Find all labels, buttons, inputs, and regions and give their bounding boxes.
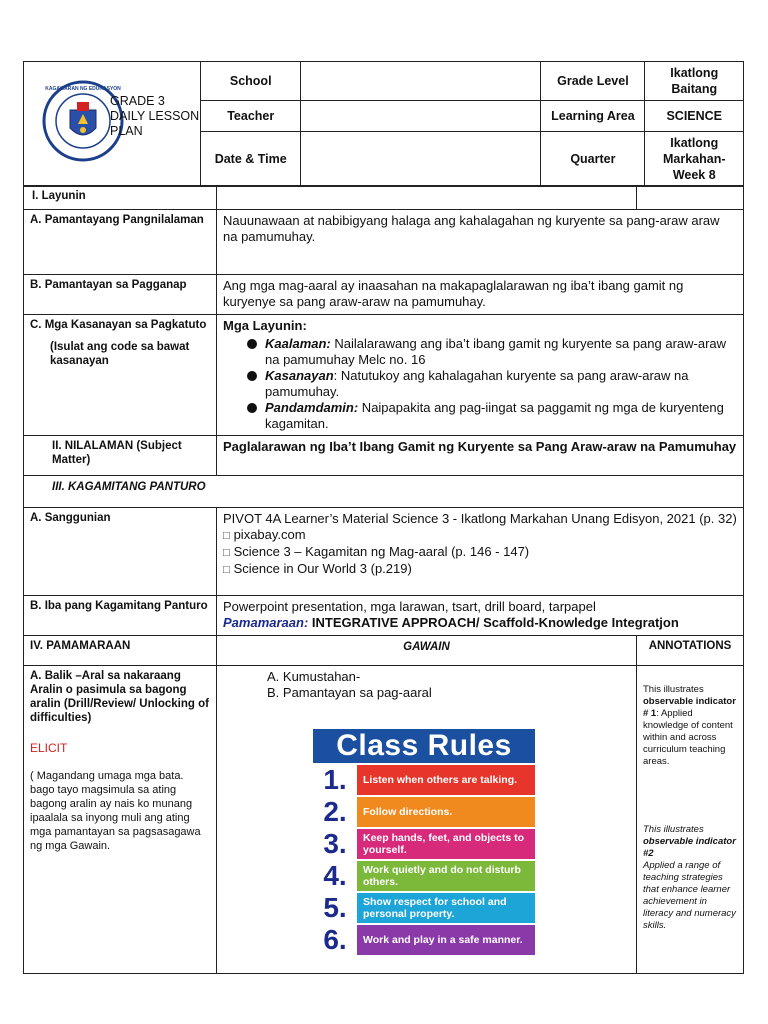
objective-pandamdamin: Pandamdamin: Naipapakita ang pag-iingat sa paggamit ng mga de kuryenteng kagamitan. <box>223 400 737 432</box>
pamantayan-pagganap-label: B. Pamantayan sa Pagganap <box>24 275 217 315</box>
class-rule-number: 3. <box>313 829 357 859</box>
pamamaraan-heading: IV. PAMAMARAAN <box>24 636 217 666</box>
nilalaman-label: II. NILALAMAN (Subject Matter) <box>24 436 217 476</box>
greeting-text: ( Magandang umaga mga bata. bago tayo magsimula sa ating bagong aralin ay nais ko munang ipaalala sa inyong muli ang ating mga pamantayan sa pagsasagawa ng mga Gawain. <box>30 770 201 852</box>
balik-aral-label: A. Balik –Aral sa nakaraang Aralin o pasimula sa bagong aralin (Drill/Review/ Unlocking of difficulties) <box>30 670 209 724</box>
bullet-icon <box>247 371 257 381</box>
pamantayang-pangnilalaman-text: Nauunawaan at nabibigyang halaga ang kahalagahan ng kuryente sa pang-araw araw na pamumuhay. <box>217 210 744 275</box>
logo-cell <box>24 62 201 187</box>
annotations-cell: This illustrates observable indicator # 1: Applied knowledge of content within and across curriculum teaching areas. This illustrates observable indicator #2 Applied a range of teaching strategies that enhance learner achievement in literacy and numeracy skills. <box>637 666 744 974</box>
class-rule-number: 4. <box>313 861 357 891</box>
teacher-label: Teacher <box>201 101 301 132</box>
class-rule-row <box>313 763 535 795</box>
date-time-field[interactable] <box>301 132 541 187</box>
learning-area-label: Learning Area <box>541 101 645 132</box>
class-rule-row <box>313 795 535 827</box>
class-rule-text: Work quietly and do not disturb others. <box>357 861 535 891</box>
bullet-icon <box>247 339 257 349</box>
class-rule-number: 2. <box>313 797 357 827</box>
gawain-pamantayan: B. Pamantayan sa pag-aaral <box>267 685 432 700</box>
iba-pang-kagamitan-text: Powerpoint presentation, mga larawan, tsart, drill board, tarpapel Pamamaraan: INTEGRATIVE APPROACH/ Scaffold-Knowledge Integratjon <box>217 596 744 636</box>
class-rule-row <box>313 859 535 891</box>
objective-kasanayan: Kasanayan: Natutukoy ang kahalagahan kuryente sa pang araw-araw na pamumuhay. <box>223 368 737 400</box>
pamantayang-pangnilalaman-label: A. Pamantayang Pangnilalaman <box>24 210 217 275</box>
lesson-table <box>23 185 744 974</box>
bullet-icon: □ <box>223 564 230 576</box>
school-field[interactable] <box>301 62 541 101</box>
kasanayan-label: C. Mga Kasanayan sa Pagkatuto (Isulat ang code sa bawat kasanayan <box>24 315 217 436</box>
plan-title: GRADE 3 DAILY LESSON PLAN <box>110 94 200 138</box>
bullet-icon: □ <box>223 530 230 542</box>
class-rule-text: Work and play in a safe manner. <box>357 925 535 955</box>
grade-level-label: Grade Level <box>541 62 645 101</box>
kasanayan-note: (Isulat ang code sa bawat kasanayan <box>50 341 190 367</box>
class-rules-title: Class Rules <box>313 729 535 763</box>
mga-layunin <box>217 315 744 436</box>
sanggunian-list: PIVOT 4A Learner’s Material Science 3 - Ikatlong Markahan Unang Edisyon, 2021 (p. 32) □ pixabay.com □ Science 3 – Kagamitan ng Mag-aaral (p. 146 - 147) □ Science in Our World 3 (p.219) <box>217 508 744 596</box>
date-time-label: Date & Time <box>201 132 301 187</box>
class-rule-number: 5. <box>313 893 357 923</box>
school-label: School <box>201 62 301 101</box>
quarter-value: Ikatlong Markahan- Week 8 <box>645 132 744 187</box>
class-rules-poster <box>313 729 535 955</box>
learning-area-value: SCIENCE <box>645 101 744 132</box>
teacher-field[interactable] <box>301 101 541 132</box>
class-rule-row <box>313 827 535 859</box>
balik-aral-cell <box>24 666 217 974</box>
bullet-icon: □ <box>223 547 230 559</box>
class-rule-text: Keep hands, feet, and objects to yourself. <box>357 829 535 859</box>
pamantayan-pagganap-text: Ang mga mag-aaral ay inaasahan na makapaglalarawan ng iba’t ibang gamit ng kuryenye sa pang araw-araw na pamumuhay. <box>217 275 744 315</box>
class-rule-row <box>313 923 535 955</box>
annotations-heading: ANNOTATIONS <box>637 636 744 666</box>
kagamitang-panturo-heading: III. KAGAMITANG PANTURO <box>24 476 744 508</box>
class-rule-text: Show respect for school and personal property. <box>357 893 535 923</box>
nilalaman-text: Paglalarawan ng Iba’t Ibang Gamit ng Kuryente sa Pang Araw-araw na Pamumuhay <box>217 436 744 476</box>
class-rule-number: 1. <box>313 765 357 795</box>
grade-level-value: Ikatlong Baitang <box>645 62 744 101</box>
class-rule-row <box>313 891 535 923</box>
gawain-content <box>217 666 637 974</box>
bullet-icon <box>247 403 257 413</box>
seal-text: KAGAWARAN NG EDUKASYON <box>45 86 121 92</box>
class-rule-text: Listen when others are talking. <box>357 765 535 795</box>
objective-kaalaman: Kaalaman: Nailalarawang ang iba’t ibang gamit ng kuryente sa pang araw-araw na pamumuhay Melc no. 16 <box>223 336 737 368</box>
class-rule-text: Follow directions. <box>357 797 535 827</box>
layunin-heading: I. Layunin <box>24 186 217 210</box>
mga-layunin-heading: Mga Layunin: <box>223 318 307 333</box>
sanggunian-label: A. Sanggunian <box>24 508 217 596</box>
gawain-heading: GAWAIN <box>217 636 637 666</box>
iba-pang-kagamitan-label: B. Iba pang Kagamitang Panturo <box>24 596 217 636</box>
elicit-label: ELICIT <box>30 741 68 755</box>
class-rule-number: 6. <box>313 925 357 955</box>
gawain-kumustahan: A. Kumustahan- <box>267 669 361 684</box>
quarter-label: Quarter <box>541 132 645 187</box>
header-table <box>23 61 744 187</box>
